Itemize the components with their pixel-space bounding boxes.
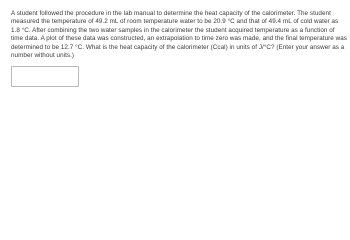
question-text: A student followed the procedure in the lab manual to determine the heat capacity of the calorimeter. The student measured the temperature of 49.2 mL of room temperature water to be 20.9 °C and that of 49.4 mL of cold water as 1.8 °C. After combining the two water samples in the calorimeter the student acquired temperature as a function of time data. A plot of these data was constructed, an extrapolation to time zero was made, and the final temperature was determined to be 12.7 °C. What is the heat capacity of the calorimeter (Ccal) in units of J/°C? (Enter your answer as a number without units.) [11,10,347,60]
answer-input[interactable] [11,66,79,87]
answer-field-container [11,65,79,86]
